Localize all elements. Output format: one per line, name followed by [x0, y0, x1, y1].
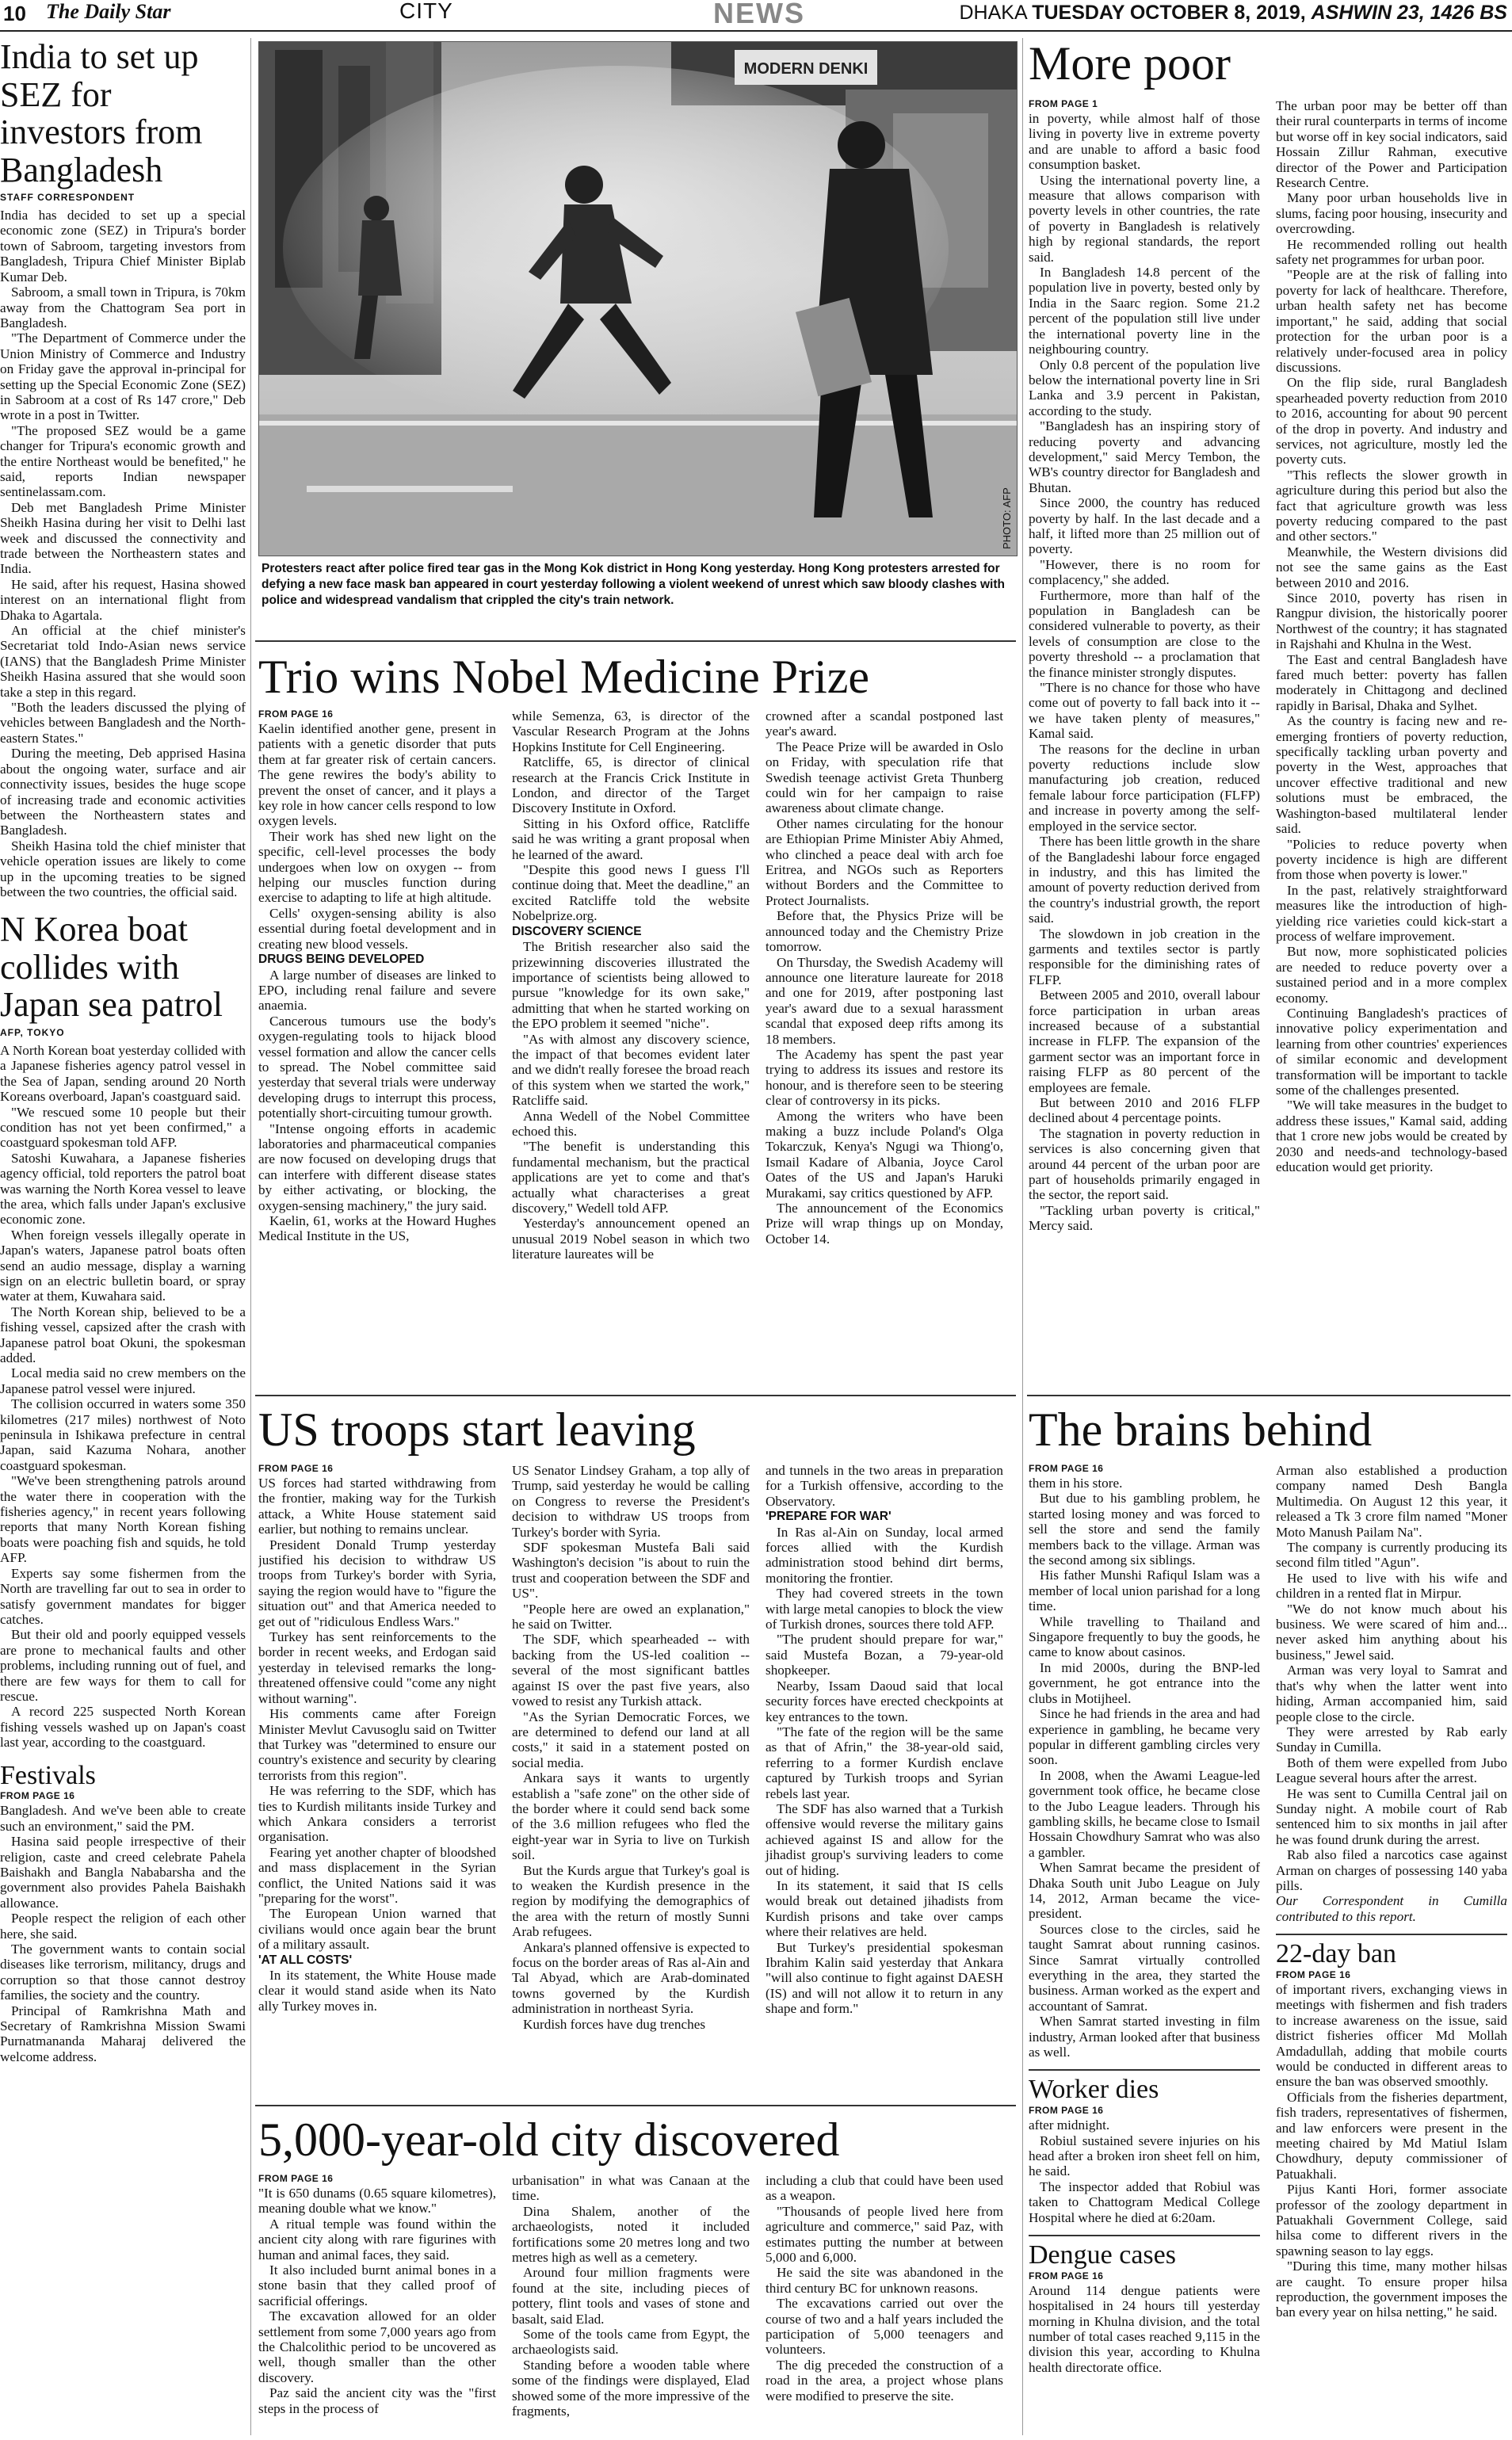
- paragraph: "During this time, many mother hilsas are caught. To ensure proper hilsa reproduction, the government imposes the ban every year on hilsa netting," he said.: [1276, 2259, 1507, 2320]
- paragraph: During the meeting, Deb apprised Hasina about the ongoing water, surface and air connectivity issues, besides the huge scope of increasing trade and economic activities between the Northeastern states and Bangladesh.: [0, 746, 246, 838]
- article-col-2: [512, 1463, 750, 2032]
- paragraph: People respect the religion of each other here, she said.: [0, 1911, 246, 1942]
- from-page: FROM PAGE 16: [258, 2173, 334, 2184]
- paragraph: Paz said the ancient city was the "first steps in the process of: [258, 2385, 496, 2416]
- article-ban: [1276, 1934, 1507, 2320]
- article-body: [1029, 2117, 1260, 2225]
- date-main: TUESDAY OCTOBER 8, 2019,: [1032, 2, 1306, 24]
- paragraph: Bangladesh. And we've been able to create such an environment," said the PM.: [0, 1803, 246, 1834]
- article-body: [1276, 1982, 1507, 2320]
- paragraph: As the country is facing new and re-emerging frontiers of poverty reduction, specifically tackling urban poverty and poverty in the West, approaches that uncover effective traditional and new solutions must be embraced, the Washington-based multilateral lender said.: [1276, 713, 1507, 837]
- paragraph: Since he had friends in the area and had experience in gambling, he became very popular in different gambling circles very soon.: [1029, 1706, 1260, 1768]
- paragraph: including a club that could have been used as a weapon.: [766, 2173, 1003, 2204]
- news-photo: [258, 41, 1018, 556]
- article-col-2: [1276, 1463, 1507, 2320]
- headline: Dengue cases: [1029, 2240, 1176, 2270]
- date-bangla: ASHWIN 23, 1426 BS: [1311, 2, 1507, 24]
- paragraph: Kaelin, 61, works at the Howard Hughes Medical Institute in the US,: [258, 1213, 496, 1244]
- paragraph: after midnight.: [1029, 2117, 1110, 2133]
- paragraph: Ankara says it wants to urgently establish a "safe zone" on the other side of the border where it could send back some of the 3.6 million refugees who fled the eight-year war in Syria to live on Turkish soil.: [512, 1770, 750, 1863]
- article-sez: [0, 38, 246, 899]
- column-divider: [1022, 38, 1023, 2435]
- paragraph: SDF spokesman Mustefa Bali said Washington's decision "is about to ruin the trust and cooperation between the SDF and US".: [512, 1540, 750, 1602]
- article-body: [766, 1463, 1003, 2017]
- photo-caption: Protesters react after police fired tear gas in the Mong Kok district in Hong Kong yesterday. Hong Kong protesters arrested for defying a new face mask ban appeared in court yesterday following a violent weekend of unrest which saw bloody clashes with police and widespread vandalism that crippled the city's train network.: [262, 562, 1005, 607]
- paragraph: Experts say some fishermen from the North are travelling far out to sea in order to satisfy government mandates for bigger catches.: [0, 1565, 246, 1627]
- article-body: [766, 2173, 1003, 2404]
- article-body: [512, 2173, 750, 2419]
- byline: STAFF CORRESPONDENT: [0, 192, 136, 204]
- paragraph: Since 2000, the country has reduced poverty by half. In the last decade and a half, it lifted more than 25 million out of poverty.: [1029, 495, 1260, 557]
- paragraph: Meanwhile, the Western divisions did not see the same gains as the East between 2010 and 2016.: [1276, 544, 1507, 590]
- subheading: 'PREPARE FOR WAR': [766, 1510, 892, 1524]
- paragraph: Among the writers who have been making a buzz include Poland's Olga Tokarczuk, Kenya's Ngugi wa Thiong'o, Ismail Kadare of Albania, Joyce Carol Oates of the US and Japan's Haruki Murakami, say critics questioned by AFP.: [766, 1108, 1003, 1201]
- paragraph: "Tackling urban poverty is critical," Mercy said.: [1029, 1202, 1260, 1234]
- article-body: [1029, 2283, 1260, 2375]
- paragraph: them in his store.: [1029, 1476, 1123, 1491]
- paragraph: The East and central Bangladesh have fared much better: poverty has fallen moderately in Chittagong and declined rapidly in Barisal, Dhaka and Sylhet.: [1276, 651, 1507, 713]
- paragraph: "We do not know much about his business. We were scared of him and... never asked him anything about his business," Jewel said.: [1276, 1601, 1507, 1663]
- paragraph: The stagnation in poverty reduction in services is also concerning given that around 44 percent of the urban poor are part of households primarily engaged in the sector, the report said.: [1029, 1125, 1260, 1203]
- paragraph: The British researcher also said the prizewinning discoveries illustrated the importance of scientists being allowed to pursue "knowledge for its own sake," admitting that when he started working on the EPO problem it seemed "niche".: [512, 939, 750, 1032]
- from-page: FROM PAGE 16: [1029, 2270, 1104, 2282]
- article-festivals: [0, 1762, 246, 2065]
- paragraph: Sources close to the circles, said he taught Samrat about running casinos. Since Samrat virtually controlled everything in the area, they started the business. Arman worked as the expert and accountant of Samrat.: [1029, 1921, 1260, 2014]
- paragraph: Officials from the fisheries department, fish traders, representatives of fishermen, and law enforcers were present in the meeting chaired by Md Matiul Islam Chowdhury, deputy commissioner of Patuakhali.: [1276, 2089, 1507, 2182]
- article-body: [0, 1043, 246, 1751]
- paragraph: He said, after his request, Hasina showed interest on an international flight from Dhaka to Agartala.: [0, 576, 246, 623]
- paragraph: of important rivers, exchanging views in meetings with fishermen and fish traders to increase awareness on the issue, said district fisheries officer Md Mollah Amdadullah, adding that mobile courts would be conducted in different areas to ensure the ban was observed smoothly.: [1276, 1981, 1507, 2090]
- headline: Trio wins Nobel Medicine Prize: [258, 651, 870, 703]
- column-divider: [250, 38, 251, 2435]
- headline: India to set up SEZ for investors from Bangladesh: [0, 38, 203, 189]
- paragraph: Principal of Ramkrishna Math and Secretary of Ramkrishna Mission Swami Purnatmananda Maharaj delivered the welcome address.: [0, 2003, 246, 2064]
- paragraph: Many poor urban households live in slums, facing poor housing, insecurity and overcrowding.: [1276, 190, 1507, 237]
- masthead: [0, 0, 1512, 32]
- article-body: [1276, 1463, 1507, 1924]
- paragraph: The excavations carried out over the course of two and a half years included the participation of 5,000 teenagers and volunteers.: [766, 2296, 1003, 2358]
- paragraph: Around four million fragments were found at the site, including pieces of pottery, flint tools and vases of stone and basalt, said Elad.: [512, 2265, 750, 2327]
- paragraph: His comments came after Foreign Minister Mevlut Cavusoglu said on Twitter that Turkey was "determined to ensure our country's existence and security by clearing terrorists from this region".: [258, 1706, 496, 1783]
- paragraph: "There is no chance for those who have come out of poverty to fall back into it -- we have taken plenty of measures," Kamal said.: [1029, 680, 1260, 742]
- paragraph: The Academy has spent the past year trying to address its issues and restore its honour, and is therefore seen to be steering clear of controversy in its picks.: [766, 1046, 1003, 1109]
- article-korea: [0, 911, 246, 1750]
- paragraph: "It is 650 dunams (0.65 square kilometres), meaning double what we know.": [258, 2186, 496, 2217]
- article-col-3: [766, 1463, 1003, 2017]
- paragraph: Sitting in his Oxford office, Ratcliffe said he was writing a grant proposal when he learned of the award.: [512, 815, 750, 862]
- paragraph: In Bangladesh 14.8 percent of the population live in poverty, bested only by India in the Saarc region. Some 21.2 percent of the population still live under the international poverty line in the neighbouring country.: [1029, 265, 1260, 357]
- paragraph: "The fate of the region will be the same as that of Afrin," the 38-year-old said, referring to a former Kurdish enclave captured by Turkish troops and Syrian rebels last year.: [766, 1724, 1003, 1801]
- paragraph: Kaelin identified another gene, present in patients with a genetic disorder that puts them at far greater risk of certain cancers. The gene rewires the body's ability to prevent the onset of cancer, and it plays a key role in how cancer cells respond to low oxygen levels.: [258, 721, 496, 829]
- from-page: FROM PAGE 16: [258, 1463, 334, 1474]
- paragraph: "Bangladesh has an inspiring story of reducing poverty and advancing development," said Mercy Tembon, the WB's country director for Bangladesh and Bhutan.: [1029, 418, 1260, 495]
- paragraph: Using the international poverty line, a measure that allows comparison with poverty levels in other countries, the rate of poverty in Bangladesh is relatively high by regional standards, the report said.: [1029, 172, 1260, 265]
- paragraph: Their work has shed new light on the specific, cell-level processes the body undergoes when low on oxygen -- from helping our muscles function during exercise to adapting to life at high altitude.: [258, 828, 496, 906]
- article-dengue: [1029, 2235, 1260, 2375]
- article-brains: [1029, 1398, 1509, 2438]
- paragraph: Since 2010, poverty has risen in Rangpur division, the historically poorer Northwest of the country; it has stagnated in Rajshahi and Khulna in the West.: [1276, 590, 1507, 652]
- paragraph: A large number of diseases are linked to EPO, including renal failure and severe anaemia.: [258, 967, 496, 1014]
- paragraph: "As with almost any discovery science, the impact of that becomes evident later and we didn't really foresee the broad reach of this system when we started the work," Ratcliffe said.: [512, 1031, 750, 1109]
- article-body: [512, 708, 750, 1262]
- paragraph: When foreign vessels illegally operate in Japan's waters, Japanese patrol boats often send an audio message, display a warning sign on an electric bulletin board, or spray water at them, Kuwahara said.: [0, 1227, 246, 1304]
- section-rule: [255, 640, 1016, 642]
- paragraph: Satoshi Kuwahara, a Japanese fisheries agency official, told reporters the patrol boat was warning the North Korea vessel to leave the area, which falls under Japan's exclusive economic zone.: [0, 1150, 246, 1228]
- paragraph: In the past, relatively straightforward measures like the introduction of high-yielding rice varieties could kick-start a process of welfare improvement.: [1276, 882, 1507, 944]
- article-worker: [1029, 2069, 1260, 2225]
- from-page: FROM PAGE 1: [1029, 98, 1098, 109]
- paragraph: He was referring to the SDF, which has ties to Kurdish militants inside Turkey and which Ankara considers a terrorist organisation.: [258, 1783, 496, 1845]
- paragraph: "This reflects the slower growth in agriculture during this period but also the fact that agriculture growth was less poverty reducing compared to the past and other sectors.": [1276, 467, 1507, 544]
- paragraph: urbanisation" in what was Canaan at the time.: [512, 2173, 750, 2204]
- paragraph: "Intense ongoing efforts in academic laboratories and pharmaceutical companies are now focused on developing drugs that can interfere with different disease states by either activating, or blocking, the oxygen-sensing machinery," the jury said.: [258, 1121, 496, 1213]
- article-col-1: [258, 708, 496, 1244]
- paragraph: Other names circulating for the honour are Ethiopian Prime Minister Abiy Ahmed, who clinched a peace deal with arch foe Eritrea, and NGOs such as Reporters without Borders and the Committee to Protect Journalists.: [766, 815, 1003, 908]
- paragraph: "We've been strengthening patrols around the water there in cooperation with the fisheries agency," in recent years following reports that many North Korean fishing boats were poaching fish and squids, he told AFP.: [0, 1473, 246, 1566]
- paragraph: "Policies to reduce poverty when poverty incidence is high are different from those when poverty is lower.": [1276, 836, 1507, 883]
- headline: More poor: [1029, 38, 1231, 90]
- paragraph: But now, more sophisticated policies are needed to reduce poverty over a sustained period and in a more complex economy.: [1276, 944, 1507, 1006]
- paragraph: The dig preceded the construction of a road in the area, a project whose plans were modified to preserve the site.: [766, 2357, 1003, 2404]
- article-body: [0, 208, 246, 899]
- paragraph: They had covered streets in the town with large metal canopies to block the view of Turkish drones, sources there told AFP.: [766, 1586, 1003, 1632]
- paragraph: The urban poor may be better off than their rural counterparts in terms of income but worse off in key social indicators, said Hossain Zillur Rahman, executive director of the Power and Participation Research Centre.: [1276, 98, 1507, 191]
- paragraph: "People are at the risk of falling into poverty for lack of healthcare. Therefore, urban health safety net has become important," he said, adding that social protection for the urban poor is a relatively under-focused area in policy discussions.: [1276, 267, 1507, 375]
- article-col-1: [1029, 1463, 1260, 2375]
- paragraph: But between 2010 and 2016 FLFP declined about 4 percentage points.: [1029, 1095, 1260, 1126]
- article-col-1: [258, 1463, 496, 2014]
- paragraph: The Peace Prize will be awarded in Oslo on Friday, with speculation rife that Swedish teenage activist Greta Thunberg could win for her campaign to raise awareness about climate change.: [766, 739, 1003, 816]
- subheading: DISCOVERY SCIENCE: [512, 924, 642, 938]
- paragraph: "The Department of Commerce under the Union Ministry of Commerce and Industry on Friday gave the approval in-principal for setting up the Special Economic Zone (SEZ) in Sabroom at a cost of Rs 147 crore," Deb wrote in a post in Twitter.: [0, 330, 246, 423]
- paragraph: Our Correspondent in Cumilla contributed to this report.: [1276, 1893, 1507, 1924]
- from-page: FROM PAGE 16: [1276, 1968, 1351, 1980]
- section-left-label: CITY: [399, 0, 453, 23]
- paragraph: The SDF, which spearheaded -- with backing from the US-led coalition -- several of the most significant battles against IS over the past five years, also vowed to resist any Turkish attack.: [512, 1632, 750, 1709]
- protest-photo-image: [259, 42, 1018, 556]
- paragraph: But due to his gambling problem, he started losing money and was forced to sell the store and send the family members back to the village. Arman was the second among six siblings.: [1029, 1491, 1260, 1568]
- paragraph: The announcement of the Economics Prize will wrap things up on Monday, October 14.: [766, 1201, 1003, 1247]
- paragraph: Rab also filed a narcotics case against Arman on charges of possessing 140 yaba pills.: [1276, 1847, 1507, 1893]
- paragraph: Ankara's planned offensive is expected to focus on the border areas of Ras al-Ain and Tal Abyad, which are Arab-dominated towns governed by the Kurdish administration in northeast Syria.: [512, 1939, 750, 2017]
- paragraph: He said the site was abandoned in the third century BC for unknown reasons.: [766, 2265, 1003, 2296]
- paragraph: Pijus Kanti Hori, former associate professor of the zoology department in Patuakhali Government College, said hilsa come to different rivers in the spawning season to lay eggs.: [1276, 2182, 1507, 2259]
- article-body: [258, 1476, 496, 2014]
- paragraph: His father Munshi Rafiqul Islam was a member of local union parishad for a long time.: [1029, 1567, 1260, 1614]
- paragraph: The excavation allowed for an older settlement from some 7,000 years ago from the Chalcolithic period to be uncovered as well, though smaller than the other discovery.: [258, 2308, 496, 2385]
- byline: AFP, TOKYO: [0, 1026, 65, 1038]
- paragraph: Cancerous tumours use the body's oxygen-regulating tools to hijack blood vessel formation and allow the cancer cells to spread. The Nobel committee said yesterday that several trials were underway developing drugs to interrupt this process, potentially short-circuiting tumour growth.: [258, 1013, 496, 1121]
- paragraph: In 2008, when the Awami League-led government took office, he became close to the Jubo League leaders. Through his gambling skills, he became close to Ismail Hossain Chowdhury Samrat who was also a gambler.: [1029, 1767, 1260, 1860]
- article-body: [512, 1463, 750, 2032]
- section-label: NEWS: [713, 0, 805, 29]
- paragraph: When Samrat became the president of Dhaka South unit Jubo League on July 14, 2012, Arman became the vice-president.: [1029, 1860, 1260, 1922]
- paragraph: They were arrested by Rab early Sunday in Cumilla.: [1276, 1724, 1507, 1755]
- headline: 5,000-year-old city discovered: [258, 2114, 840, 2166]
- paragraph: Both of them were expelled from Jubo League several hours after the arrest.: [1276, 1755, 1507, 1786]
- from-page: FROM PAGE 16: [258, 708, 334, 720]
- paragraph: The North Korean ship, believed to be a fishing vessel, capsized after the crash with Japanese patrol boat Okuni, the spokesman added.: [0, 1304, 246, 1366]
- headline: 22-day ban: [1276, 1939, 1397, 1969]
- paragraph: "Thousands of people lived here from agriculture and commerce," said Paz, with estimates putting the number at between 5,000 and 6,000.: [766, 2203, 1003, 2266]
- paragraph: Arman also established a production company named Desh Bangla Multimedia. On August 12 this year, it released a Tk 3 crore film named "Moner Moto Manush Pailam Na".: [1276, 1463, 1507, 1540]
- headline: US troops start leaving: [258, 1403, 696, 1456]
- left-column: [0, 38, 246, 2438]
- paragraph: When Samrat started investing in film industry, Arman looked after that business as well.: [1029, 2014, 1260, 2060]
- paragraph: The slowdown in job creation in the garments and textiles sector is partly responsible for the diminishing rates of FLFP.: [1029, 926, 1260, 987]
- page-number: 10: [3, 2, 26, 25]
- paragraph: On the flip side, rural Bangladesh spearheaded poverty reduction from 2010 to 2016, accounting for about 90 percent of the drop in poverty. And industry and services, not agriculture, mostly led the poverty cuts.: [1276, 375, 1507, 468]
- paragraph: Around 114 dengue patients were hospitalised in 24 hours till yesterday morning in Khulna division, and the total number of total cases reached 9,115 in the division this year, according to Khulna health directorate office.: [1029, 2282, 1260, 2375]
- article-city: [258, 2108, 1016, 2438]
- paragraph: In its statement, the White House made clear it would stand aside when its Nato ally Turkey moves in.: [258, 1968, 496, 2014]
- issue-date: [959, 2, 1507, 25]
- paragraph: Ratcliffe, 65, is director of clinical research at the Francis Crick Institute in London, and director of the Target Discovery Institute in Oxford.: [512, 754, 750, 816]
- article-col-2: [1276, 98, 1507, 1174]
- paragraph: The SDF has also warned that a Turkish offensive would reverse the military gains achieved against IS and allow for the jihadist group's surviving leaders to come out of hiding.: [766, 1800, 1003, 1878]
- paragraph: It also included burnt animal bones in a stone basin that they called proof of sacrificial offerings.: [258, 2262, 496, 2308]
- paragraph: Local media said no crew members on the Japanese patrol vessel were injured.: [0, 1365, 246, 1396]
- article-body: [1276, 98, 1507, 1174]
- paragraph: "We will take measures in the budget to address these issues," Kamal said, adding that 1 crore new jobs would be created by 2030 and needs-and technology-based education would get priority.: [1276, 1098, 1507, 1175]
- paragraph: Some of the tools came from Egypt, the archaeologists said.: [512, 2327, 750, 2358]
- paragraph: Furthermore, more than half of the population in Bangladesh can be considered vulnerable to poverty, as their levels of consumption are close to the poverty threshold -- a proclamation that the finance minister strongly disputes.: [1029, 587, 1260, 680]
- paragraph: The government wants to contain social diseases like terrorism, militancy, drugs and corruption so that those cannot destroy families, the society and the country.: [0, 1941, 246, 2003]
- paragraph: US forces had started withdrawing from the frontier, making way for the Turkish attack, a White House statement said earlier, but nothing to remains unclear.: [258, 1476, 496, 1537]
- paragraph: But their old and poorly equipped vessels are prone to mechanical faults and other problems, including running out of fuel, and there are few ways for them to call for rescue.: [0, 1627, 246, 1704]
- photo-credit: PHOTO: AFP: [1001, 487, 1013, 549]
- paragraph: Fearing yet another chapter of bloodshed and mass displacement in the Syrian conflict, the United Nations said it was "preparing for the worst".: [258, 1844, 496, 1906]
- paragraph: "We rescued some 10 people but their condition has not yet been confirmed," a coastguard spokesman told AFP.: [0, 1104, 246, 1151]
- paragraph: A North Korean boat yesterday collided with a Japanese fisheries agency patrol vessel in the Sea of Japan, sending around 20 North Koreans overboard, Japan's coastguard said.: [0, 1042, 246, 1105]
- article-col-1: [258, 2173, 496, 2416]
- article-col-3: [766, 708, 1003, 1247]
- paragraph: "As the Syrian Democratic Forces, we are determined to defend our land at all costs," it said in a statement posted on social media.: [512, 1709, 750, 1770]
- paragraph: Turkey has sent reinforcements to the border in recent weeks, and Erdogan said yesterday in televised remarks the long-threatened offensive could "come any night without warning".: [258, 1629, 496, 1706]
- paragraph: Standing before a wooden table where some of the findings were displayed, Elad showed some of the more impressive of the fragments,: [512, 2357, 750, 2419]
- paragraph: Yesterday's announcement opened an unusual 2019 Nobel season in which two literature laureates will be: [512, 1216, 750, 1262]
- article-body: [1029, 1476, 1260, 2060]
- article-body: [0, 1803, 246, 2064]
- paragraph: But the Kurds argue that Turkey's goal is to weaken the Kurdish presence in the region by modifying the demographics of the area with the return of mostly Sunni Arab refugees.: [512, 1862, 750, 1940]
- paragraph: On Thursday, the Swedish Academy will announce one literature laureate for 2018 and one for 2019, after postponing last year's award due to a sexual harassment scandal that exposed deep rifts among its 18 members.: [766, 954, 1003, 1047]
- article-poor: [1029, 38, 1509, 1385]
- paragraph: In Ras al-Ain on Sunday, local armed forces allied with the Kurdish administration stood behind dirt berms, monitoring the frontier.: [766, 1524, 1003, 1586]
- paragraph: Dina Shalem, another of the archaeologists, noted it included fortifications some 20 metres long and two metres high as well as a cemetery.: [512, 2203, 750, 2266]
- section-rule: [1027, 1395, 1510, 1396]
- paragraph: Deb met Bangladesh Prime Minister Sheikh Hasina during her visit to Delhi last week and discussed the connectivity and trade between the Northeastern states and India.: [0, 499, 246, 577]
- paragraph: "People here are owed an explanation," he said on Twitter.: [512, 1601, 750, 1632]
- paragraph: Hasina said people irrespective of their religion, caste and creed celebrate Pahela Baishakh and Bangla Nababarsha and the government also provides Pahela Baishakh allowance.: [0, 1834, 246, 1911]
- paragraph: The inspector added that Robiul was taken to Chattogram Medical College Hospital where he died at 6:20am.: [1029, 2178, 1260, 2225]
- paragraph: An official at the chief minister's Secretariat told Indo-Asian news service (IANS) that the Bangladesh Prime Minister Sheikh Hasina assured that she would soon take a step in this regard.: [0, 623, 246, 700]
- paragraph: crowned after a scandal postponed last year's award.: [766, 708, 1003, 739]
- article-body: [258, 721, 496, 1244]
- paragraph: "The proposed SEZ would be a game changer for Tripura's economic growth and the entire Northeast would be benefited," he said, reports Indian newspaper sentinelassam.com.: [0, 422, 246, 500]
- paragraph: He recommended rolling out health safety net programmes for urban poor.: [1276, 236, 1507, 268]
- paragraph: There has been little growth in the share of the Bangladeshi labour force engaged in industry, and this has limited the amount of poverty reduction derived from the country's industrial growth, the report said.: [1029, 834, 1260, 926]
- paragraph: Robiul sustained severe injuries on his head after a broken iron sheet fell on him, he said.: [1029, 2133, 1260, 2179]
- article-body: [258, 2186, 496, 2416]
- article-col-2: [512, 2173, 750, 2419]
- article-body: [766, 708, 1003, 1247]
- paragraph: and tunnels in the two areas in preparation for a Turkish offensive, according to the Observatory.: [766, 1463, 1003, 1509]
- paragraph: Anna Wedell of the Nobel Committee echoed this.: [512, 1108, 750, 1139]
- article-col-1: [1029, 98, 1260, 1234]
- paragraph: while Semenza, 63, is director of the Vascular Research Program at the Johns Hopkins Institute for Cell Engineering.: [512, 708, 750, 754]
- article-body: [1029, 111, 1260, 1234]
- paragraph: Cells' oxygen-sensing ability is also essential during foetal development and in creating new blood vessels.: [258, 905, 496, 952]
- paragraph: Between 2005 and 2010, overall labour force participation in urban areas increased because of a substantial increase in FLFP. The expansion of the garment sector was an important force in raising FLFP as 80 percent of the employees are female.: [1029, 987, 1260, 1095]
- paragraph: A ritual temple was found within the ancient city along with rare figurines with human and animal faces, they said.: [258, 2216, 496, 2262]
- paragraph: "However, there is no room for complacency," she added.: [1029, 556, 1260, 588]
- section-rule: [255, 1395, 1016, 1396]
- subheading: 'AT ALL COSTS': [258, 1953, 353, 1967]
- headline: Worker dies: [1029, 2075, 1159, 2105]
- paragraph: Only 0.8 percent of the population live below the international poverty line in Sri Lanka and 3.9 percent in Pakistan, according to the study.: [1029, 357, 1260, 418]
- paragraph: He used to live with his wife and children in a rented flat in Mirpur.: [1276, 1570, 1507, 1602]
- paragraph: in poverty, while almost half of those living in poverty live in extreme poverty and are unable to afford a basic food consumption basket.: [1029, 111, 1260, 173]
- brand-logo: The Daily Star: [46, 0, 171, 23]
- paragraph: Kurdish forces have dug trenches: [523, 2016, 706, 2032]
- paragraph: President Donald Trump yesterday justified his decision to withdraw US troops from Turkey's border with Syria, saying the region would have to "figure the situation out" and that America needed to get out of "ridiculous Endless Wars.": [258, 1537, 496, 1629]
- paragraph: The reasons for the decline in urban poverty reductions include slow manufacturing job creation, reduced female labour force participation (FLFP) and increase in poverty among the self-employed in the service sector.: [1029, 741, 1260, 834]
- paragraph: Before that, the Physics Prize will be announced today and the Chemistry Prize tomorrow.: [766, 908, 1003, 955]
- paragraph: "The prudent should prepare for war," said Mustefa Bozan, a 79-year-old shopkeeper.: [766, 1632, 1003, 1678]
- paragraph: He was sent to Cumilla Central jail on Sunday night. A mobile court of Rab sentenced him to six months in jail after he was found drunk during the arrest.: [1276, 1785, 1507, 1847]
- shop-sign-text: MODERN DENKI: [743, 60, 869, 78]
- article-col-2: [512, 708, 750, 1262]
- paragraph: Arman was very loyal to Samrat and that's why when the latter went into hiding, Arman accompanied him, said people close to the circle.: [1276, 1663, 1507, 1724]
- paragraph: India has decided to set up a special economic zone (SEZ) in Tripura's border town of Sabroom, targeting investors from Bangladesh, Tripura Chief Minister Biplab Kumar Deb.: [0, 208, 246, 284]
- article-nobel: [258, 643, 1016, 1385]
- paragraph: Continuing Bangladesh's practices of innovative policy experimentation and learning from other countries' experiences of similar economic and development transformation will be important to tackle some of the challenges presented.: [1276, 1005, 1507, 1098]
- paragraph: US Senator Lindsey Graham, a top ally of Trump, said yesterday he would be calling on Congress to reverse the President's decision to withdraw US troops from Turkey's border with Syria.: [512, 1463, 750, 1540]
- paragraph: In its statement, it said that IS cells would break out detained jihadists from Kurdish prisons and take over camps where their relatives are held.: [766, 1877, 1003, 1940]
- paragraph: A record 225 suspected North Korean fishing vessels washed up on Japan's coast last year, according to the coastguard.: [0, 1704, 246, 1751]
- paragraph: The European Union warned that civilians would once again bear the brunt of a military assault.: [258, 1906, 496, 1953]
- article-col-3: [766, 2173, 1003, 2404]
- paragraph: While travelling to Thailand and Singapore frequently to buy the goods, he came to know about casinos.: [1029, 1613, 1260, 1660]
- headline: N Korea boat collides with Japan sea patrol: [0, 910, 223, 1025]
- headline: The brains behind: [1029, 1403, 1373, 1456]
- article-troops: [258, 1398, 1016, 2098]
- paragraph: Sheikh Hasina told the chief minister that vehicle operation issues are likely to come up in the upcoming treaties to be signed between the two countries, the official said.: [0, 838, 246, 899]
- paragraph: In mid 2000s, during the BNP-led government, he got entrance into the clubs in Motijheel.: [1029, 1659, 1260, 1706]
- paragraph: "The benefit is understanding this fundamental mechanism, but the practical applications are yet to come and that's actually what characterises a great discovery," Wedell told AFP.: [512, 1139, 750, 1216]
- subheading: DRUGS BEING DEVELOPED: [258, 953, 425, 967]
- from-page: FROM PAGE 16: [0, 1790, 75, 1802]
- from-page: FROM PAGE 16: [1029, 2105, 1104, 2117]
- paragraph: Sabroom, a small town in Tripura, is 70km away from the Chattogram Sea port in Bangladesh.: [0, 284, 246, 330]
- paragraph: But Turkey's presidential spokesman Ibrahim Kalin said yesterday that Ankara "will also continue to fight against DAESH (IS) and will not allow it to return in any shape and form.": [766, 1939, 1003, 2017]
- paragraph: The company is currently producing its second film titled "Agun".: [1276, 1540, 1507, 1571]
- headline: Festivals: [0, 1760, 96, 1790]
- paragraph: Nearby, Issam Daoud said that local security forces have erected checkpoints at key entrances to the town.: [766, 1678, 1003, 1724]
- paragraph: "Despite this good news I guess I'll continue doing that. Meet the deadline," an excited Ratcliffe told the website Nobelprize.org.: [512, 862, 750, 924]
- date-city: DHAKA: [959, 2, 1027, 24]
- from-page: FROM PAGE 16: [1029, 1463, 1104, 1474]
- paragraph: "Both the leaders discussed the plying of vehicles between Bangladesh and the North-eastern States.": [0, 700, 246, 746]
- paragraph: The collision occurred in waters some 350 kilometres (217 miles) northwest of Noto peninsula in Ishikawa prefecture in central Japan, said Kazuma Nohara, another coastguard spokesman.: [0, 1396, 246, 1473]
- section-rule: [255, 2105, 1016, 2106]
